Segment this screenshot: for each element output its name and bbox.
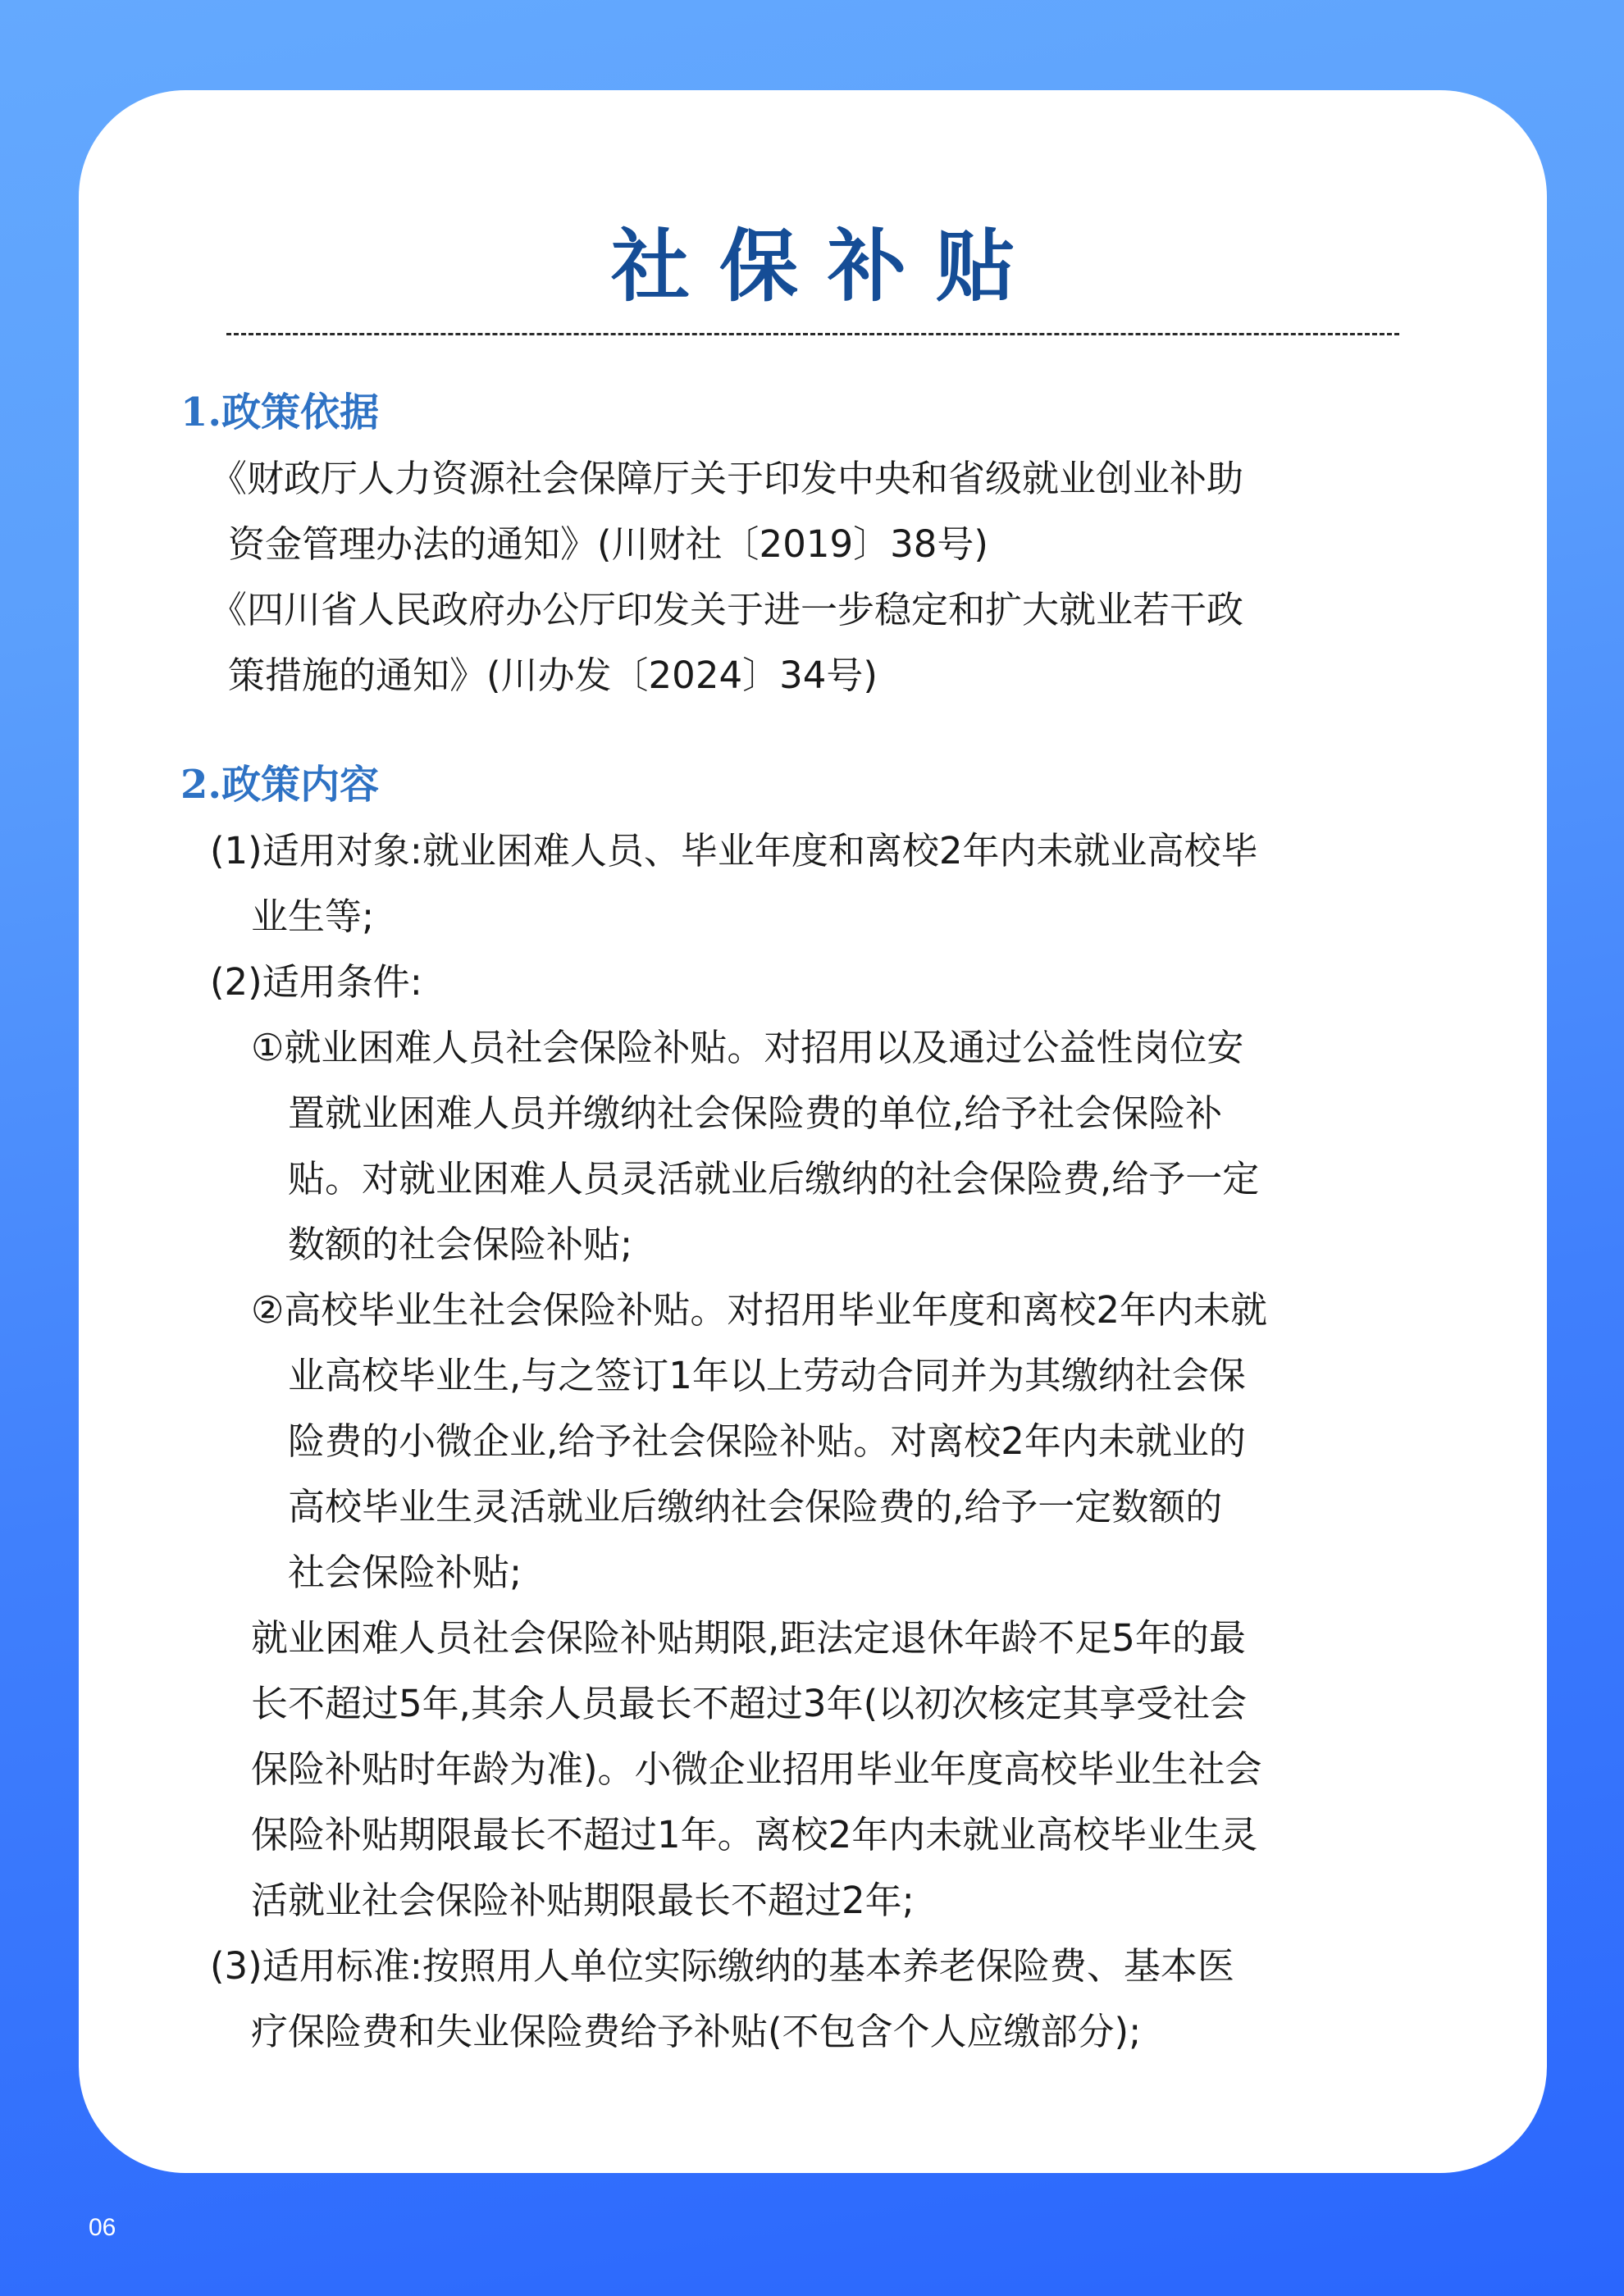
sub-item-line: 社会保险补贴; — [288, 1551, 522, 1594]
sub-item-line: 业高校毕业生,与之签订1年以上劳动合同并为其缴纳社会保 — [288, 1354, 1246, 1397]
basis-line: 《财政厅人力资源社会保障厅关于印发中央和省级就业创业补助 — [210, 457, 1244, 500]
period-line: 就业困难人员社会保险补贴期限,距法定退休年龄不足5年的最 — [251, 1616, 1246, 1660]
item-line: 疗保险费和失业保险费给予补贴(不包含个人应缴部分); — [251, 2010, 1142, 2053]
sub-item-line: 险费的小微企业,给予社会保险补贴。对离校2年内未就业的 — [288, 1419, 1246, 1463]
item-line: (1)适用对象:就业困难人员、毕业年度和离校2年内未就业高校毕 — [210, 829, 1258, 872]
sub-item-line: ②高校毕业生社会保险补贴。对招用毕业年度和离校2年内未就 — [251, 1288, 1267, 1332]
section-heading-policy-basis: 1.政策依据 — [180, 390, 380, 435]
policy-content-text — [210, 818, 1522, 2065]
period-line: 长不超过5年,其余人员最长不超过3年(以初次核定其享受社会 — [251, 1682, 1248, 1725]
item-applicable-objects — [210, 818, 1522, 950]
item-line: 业生等; — [251, 895, 375, 938]
basis-line: 《四川省人民政府办公厅印发关于进一步稳定和扩大就业若干政 — [210, 588, 1244, 631]
subsidy-period-paragraph — [210, 1606, 1522, 1934]
period-line: 活就业社会保险补贴期限最长不超过2年; — [251, 1879, 915, 1922]
sub-item-difficult-employment — [210, 1015, 1522, 1278]
item-line: (2)适用条件: — [210, 960, 422, 1004]
basis-line: 策措施的通知》(川办发〔2024〕34号) — [228, 654, 878, 697]
item-line: (3)适用标准:按照用人单位实际缴纳的基本养老保险费、基本医 — [210, 1944, 1234, 1988]
basis-line: 资金管理办法的通知》(川财社〔2019〕38号) — [228, 522, 988, 566]
policy-basis-text — [210, 446, 1506, 708]
item-applicable-standard — [210, 1934, 1522, 2065]
dashed-divider — [226, 333, 1399, 335]
content-card — [79, 90, 1547, 2173]
sub-item-line: 高校毕业生灵活就业后缴纳社会保险费的,给予一定数额的 — [288, 1485, 1223, 1528]
page-title: 社保补贴 — [611, 220, 1044, 312]
sub-item-line: 贴。对就业困难人员灵活就业后缴纳的社会保险费,给予一定 — [288, 1157, 1260, 1200]
section-heading-policy-content: 2.政策内容 — [180, 762, 380, 808]
page-number: 06 — [89, 2214, 116, 2241]
sub-item-line: 数额的社会保险补贴; — [288, 1223, 633, 1266]
item-applicable-conditions — [210, 950, 1522, 1015]
period-line: 保险补贴时年龄为准)。小微企业招用毕业年度高校毕业生社会 — [251, 1747, 1262, 1791]
sub-item-line: 置就业困难人员并缴纳社会保险费的单位,给予社会保险补 — [288, 1091, 1223, 1135]
sub-item-line: ①就业困难人员社会保险补贴。对招用以及通过公益性岗位安 — [251, 1026, 1244, 1069]
sub-item-graduates — [210, 1278, 1522, 1606]
period-line: 保险补贴期限最长不超过1年。离校2年内未就业高校毕业生灵 — [251, 1813, 1258, 1856]
